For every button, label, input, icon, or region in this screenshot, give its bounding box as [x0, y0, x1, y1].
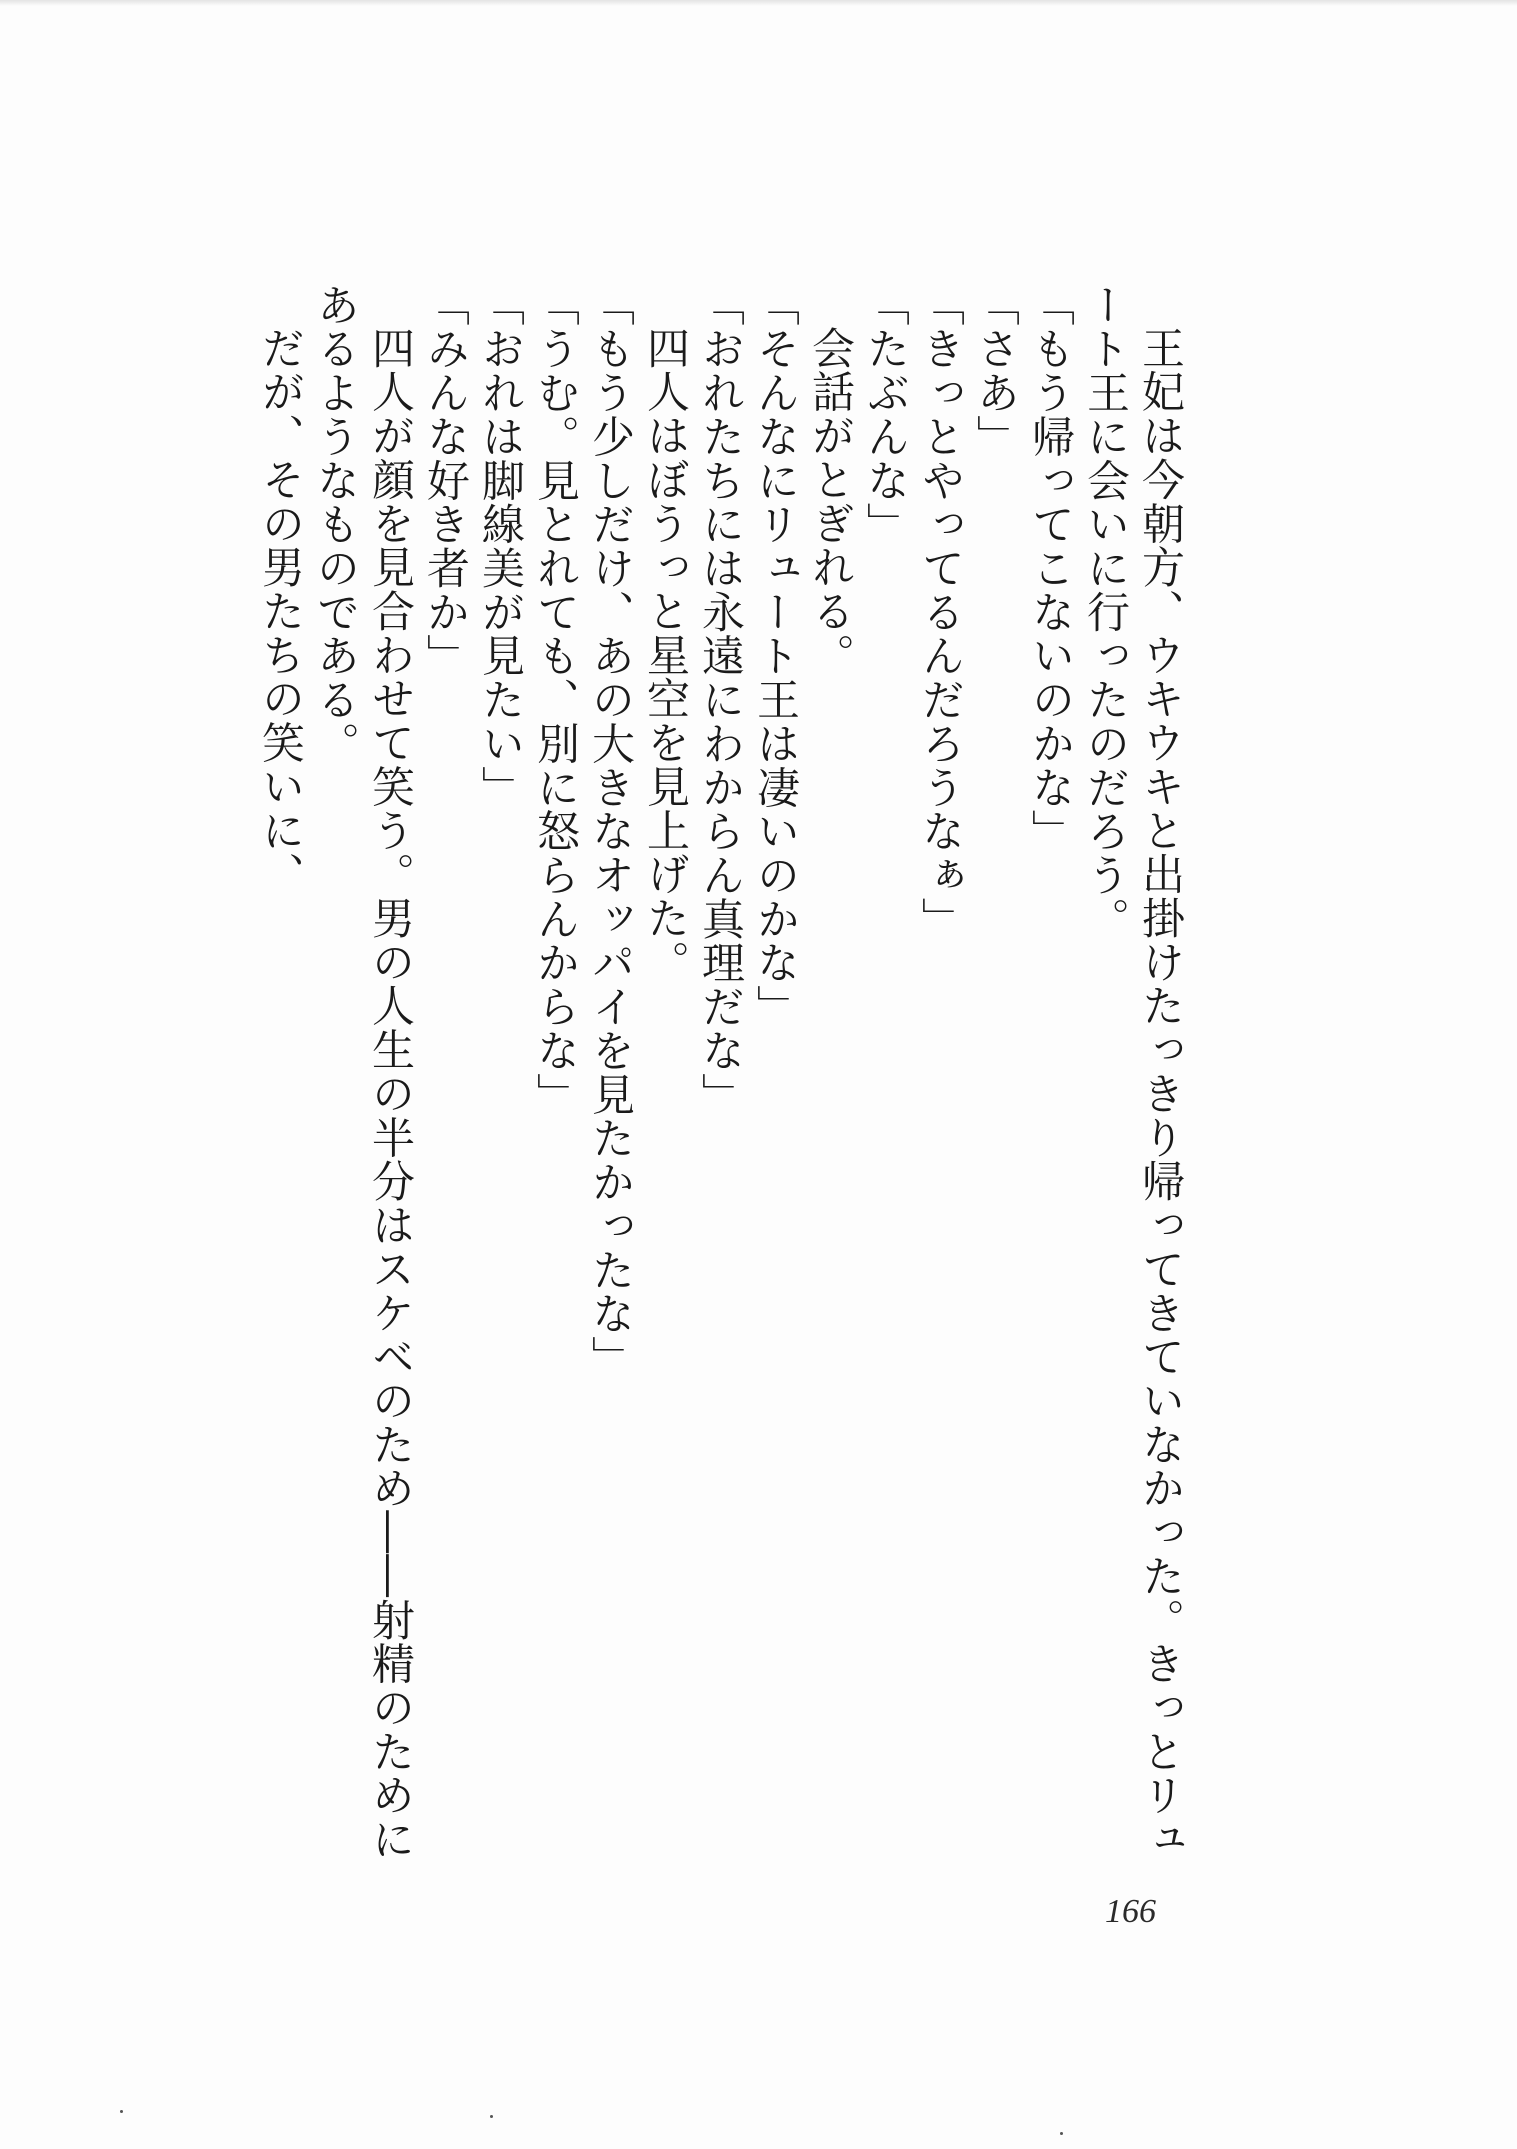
paragraph-1: 王妃は今朝方、ウキウキと出掛けたっきり帰ってきていなかった。きっとリュート王に会いに行ったのだろう。 — [1080, 283, 1185, 1862]
paragraph-10: 「もう少しだけ、あの大きなオッパイを見たかったな」 — [585, 283, 635, 1380]
paragraph-13: 「みんな好き者か」 — [420, 283, 470, 678]
paragraph-8: 「おれたちには永遠にわからん真理だな」 — [695, 283, 745, 1117]
paragraph-4: 「きっとやってるんだろうなぁ」 — [915, 283, 965, 941]
page-top-edge — [0, 0, 1517, 6]
paragraph-2: 「もう帰ってこないのかな」 — [1025, 283, 1075, 854]
paragraph-3: 「さあ」 — [970, 283, 1020, 459]
scan-speck — [490, 2115, 493, 2118]
paragraph-5: 「たぶんな」 — [860, 283, 910, 547]
paragraph-12: 「おれは脚線美が見たい」 — [475, 283, 525, 810]
body-text-vertical — [187, 283, 1187, 1903]
paragraph-7: 「そんなにリュート王は凄いのかな」 — [750, 283, 800, 1029]
page-number: 166 — [1105, 1893, 1156, 1930]
scan-speck — [1060, 2132, 1063, 2135]
paragraph-6: 会話がとぎれる。 — [805, 326, 855, 677]
paragraph-15: だが、その男たちの笑いに、 — [255, 326, 305, 897]
paragraph-9: 四人はぼうっと星空を見上げた。 — [640, 326, 690, 984]
scan-speck — [120, 2110, 123, 2113]
paragraph-14: 四人が顔を見合わせて笑う。男の人生の半分はスケベのため――射精のためにあるようなものである。 — [310, 283, 415, 1862]
paragraph-11: 「うむ。見とれても、別に怒らんからな」 — [530, 283, 580, 1117]
